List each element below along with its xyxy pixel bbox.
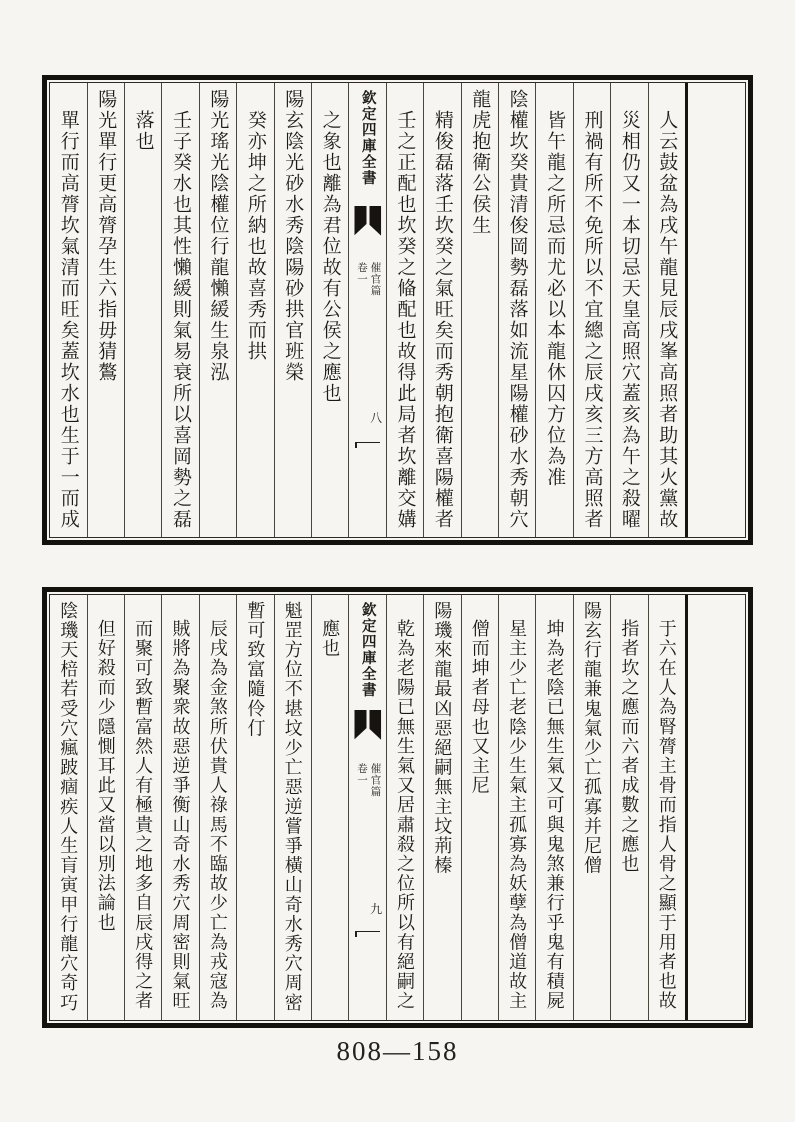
banxin-center-fold	[348, 83, 385, 537]
banxin-book-volume	[356, 763, 380, 798]
column-text: 壬子癸水也其性懶緩則氣易衰所以喜岡勢之磊	[170, 110, 192, 530]
column-text: 指者坎之應而六者成數之應也	[619, 619, 640, 874]
column-text: 陽光瑤光陰權位行龍懶緩生泉泓	[207, 89, 229, 383]
text-column-verse	[87, 83, 124, 537]
column-text: 而聚可致暫富然人有極貴之地多自辰戌得之者	[133, 619, 154, 1011]
column-text: 陽玄行龍兼鬼氣少亡孤寡并尼僧	[581, 601, 602, 876]
column-text: 精俊磊落壬坎癸之氣旺矣而秀朝抱衛喜陽權者	[431, 110, 453, 530]
top-half-leaf-frame	[42, 75, 753, 545]
column-text: 應也	[320, 619, 341, 659]
fishtail-mark-icon	[354, 206, 381, 236]
column-text: 陽光單行更高膂孕生六指毋猜鷔	[95, 89, 117, 383]
column-text: 落也	[132, 110, 154, 152]
banxin-rule-line	[355, 931, 380, 932]
text-column-verse	[461, 83, 498, 537]
text-column	[199, 595, 236, 1020]
banxin-center-fold	[348, 595, 385, 1020]
column-text: 僧而坤者母也又主尼	[469, 619, 490, 796]
blank-margin-strip	[685, 83, 745, 537]
banxin-volume-label: 卷一	[356, 262, 368, 286]
text-column-verse	[498, 83, 535, 537]
column-text: 暫可致富隨伶仃	[245, 601, 266, 739]
bottom-columns	[50, 595, 745, 1020]
column-text: 乾為老陽已無生氣又居肅殺之位所以有絕嗣之	[394, 619, 415, 1011]
text-column-verse	[236, 595, 273, 1020]
text-column	[161, 595, 198, 1020]
banxin-series-title: 欽定四庫全書	[359, 90, 376, 186]
banxin-book-title: 催官篇	[369, 262, 381, 297]
text-column-verse	[274, 83, 311, 537]
column-text: 癸亦坤之所納也故喜秀而拱	[244, 110, 266, 362]
banxin-series-title: 欽定四庫全書	[359, 602, 376, 698]
column-text: 龍虎抱衛公侯生	[469, 89, 491, 236]
column-text: 人云鼓盆為戌午龍見辰戌峯高照者助其火黨故	[656, 110, 678, 530]
column-text: 刑禍有所不免所以不宜總之辰戌亥三方高照者	[581, 110, 603, 530]
column-text: 陰璣天棓若受穴瘋跛痼疾人生肓寅甲行龍穴奇巧	[58, 601, 79, 1013]
column-text: 魁罡方位不堪坟少亡惡逆嘗爭橫山奇水秀穴周密	[282, 601, 303, 1013]
reprint-page-number: 808—158	[336, 1036, 459, 1066]
text-column	[50, 83, 86, 537]
text-column-verse	[423, 595, 460, 1020]
column-text: 星主少亡老陰少生氣主孤寡為妖孽為僧道故主	[507, 619, 528, 1011]
text-column	[124, 595, 161, 1020]
text-column	[648, 83, 685, 537]
column-text: 賊將為聚衆故惡逆爭衡山奇水秀穴周密則氣旺	[170, 619, 191, 1011]
text-column	[423, 83, 460, 537]
text-column	[573, 83, 610, 537]
column-text: 但好殺而少隱惻耳此又當以別法論也	[95, 619, 116, 933]
text-column	[87, 595, 124, 1020]
bottom-half-leaf-frame	[42, 587, 753, 1028]
text-column-verse	[274, 595, 311, 1020]
top-columns	[50, 83, 745, 537]
top-inner-border	[49, 82, 746, 538]
text-column	[386, 83, 423, 537]
text-column-verse	[199, 83, 236, 537]
blank-margin-strip	[685, 595, 745, 1020]
banxin-volume-label: 卷一	[356, 762, 368, 786]
banxin-rule-line	[355, 442, 380, 443]
column-text: 坤為老陰已無生氣又可與鬼煞兼行乎鬼有積屍	[544, 619, 565, 1011]
column-text: 災相仍又一本切忌天皇高照穴蓋亥為午之殺曜	[618, 110, 640, 530]
text-column	[161, 83, 198, 537]
text-column	[386, 595, 423, 1020]
text-column-verse	[50, 595, 86, 1020]
text-column	[610, 83, 647, 537]
text-column	[648, 595, 685, 1020]
text-column	[311, 83, 348, 537]
folio-number: 九	[370, 902, 383, 917]
text-column	[461, 595, 498, 1020]
text-column	[124, 83, 161, 537]
column-text: 壬之正配也坎癸之偹配也故得此局者坎離交媾	[394, 110, 416, 530]
text-column	[610, 595, 647, 1020]
column-text: 辰戌為金煞所伏貴人祿馬不臨故少亡為戎寇為	[207, 619, 228, 1011]
column-text: 陰權坎癸貴清俊岡勢磊落如流星陽權砂水秀朝穴	[506, 89, 528, 530]
column-text: 陽玄陰光砂水秀陰陽砂拱官班榮	[282, 89, 304, 383]
column-text: 陽璣來龍最凶惡絕嗣無主坟荊榛	[432, 601, 453, 876]
text-column	[311, 595, 348, 1020]
column-text: 單行而高膂坎氣清而旺矣蓋坎水也生于一而成	[57, 110, 79, 530]
text-column-verse	[573, 595, 610, 1020]
column-text: 皆午龍之所忌而尤必以本龍休囚方位為准	[544, 110, 566, 488]
column-text: 于六在人為腎膂主骨而指人骨之顯于用者也故	[656, 619, 677, 1011]
folio-number: 八	[370, 411, 383, 426]
text-column	[236, 83, 273, 537]
text-column	[498, 595, 535, 1020]
text-column	[535, 595, 572, 1020]
text-column	[535, 83, 572, 537]
fishtail-mark-icon	[354, 710, 381, 740]
banxin-book-title: 催官篇	[369, 762, 381, 798]
bottom-inner-border	[49, 594, 746, 1021]
banxin-book-volume	[356, 262, 380, 297]
column-text: 之象也離為君位故有公侯之應也	[319, 110, 341, 404]
